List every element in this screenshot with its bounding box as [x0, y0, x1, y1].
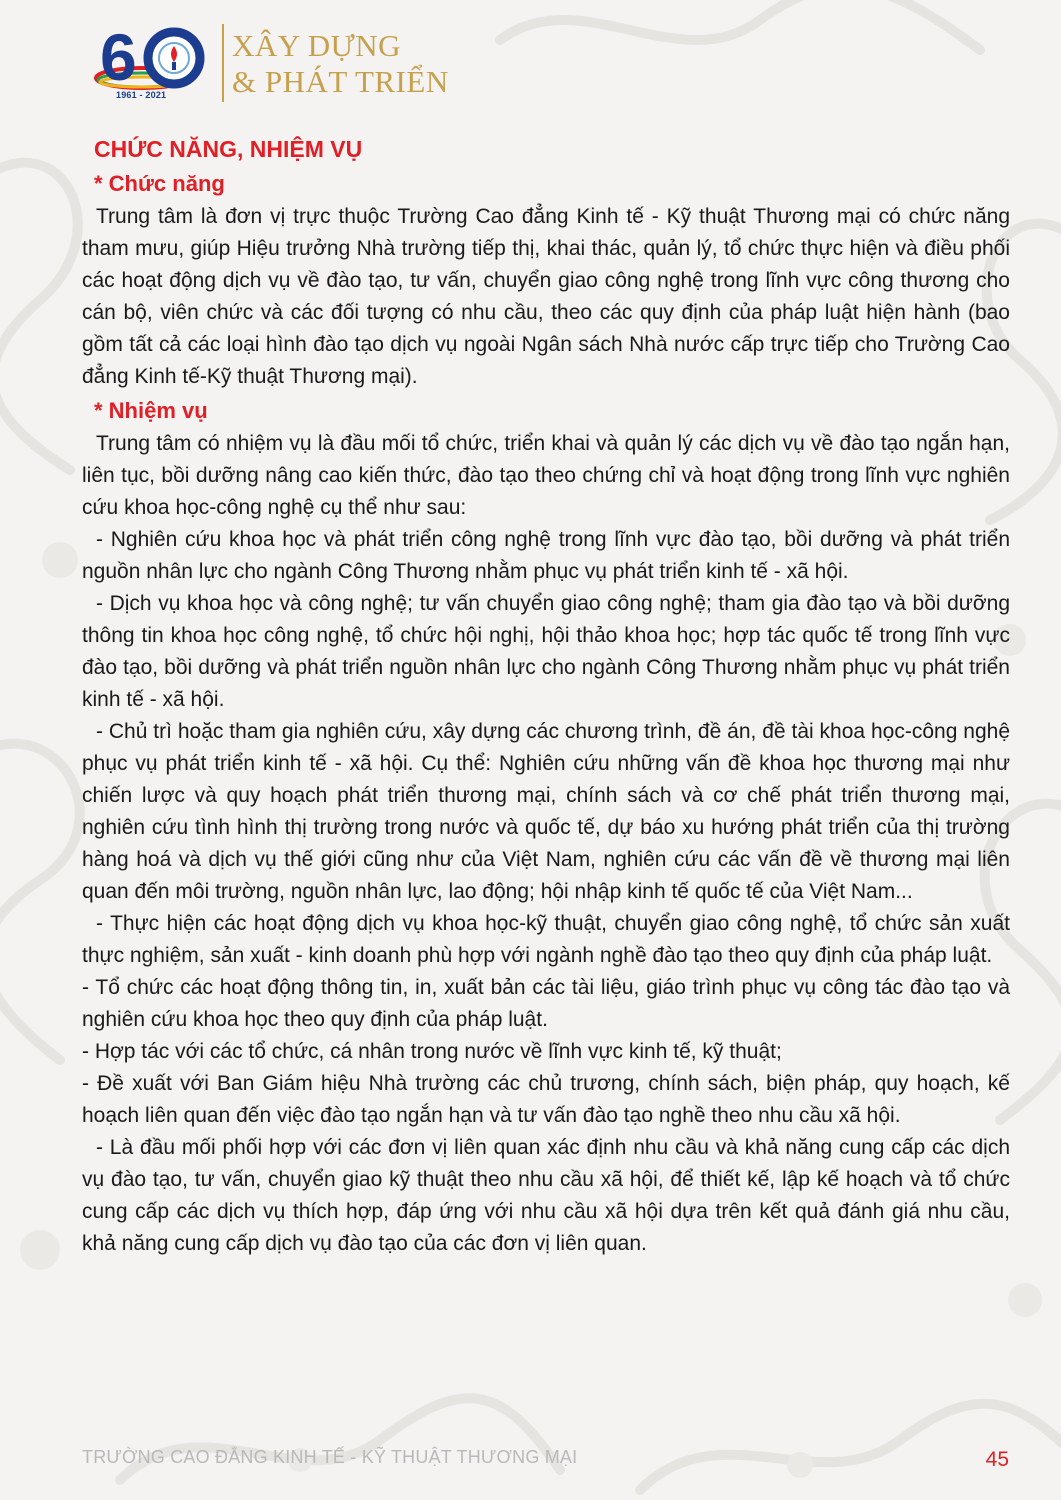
mission-item: - Hợp tác với các tổ chức, cá nhân trong nước về lĩnh vực kinh tế, kỹ thuật;: [82, 1040, 782, 1063]
mission-item: - Dịch vụ khoa học và công nghệ; tư vấn chuyển giao công nghệ; tham gia đào tạo và bồi dưỡng thông tin khoa học công nghệ, tổ chức hội nghị, hội thảo khoa học; hợp tác quốc tế trong lĩnh vực đào tạo, bồi dưỡng và phát triển nguồn nhân lực cho ngành Công Thương nhằm phục vụ phát triển kinh tế - xã hội.: [82, 592, 1010, 711]
function-heading: * Chức năng: [94, 171, 225, 196]
header-title-line-1: XÂY DỰNG: [232, 28, 401, 63]
header-divider: [222, 24, 224, 102]
section-title: CHỨC NĂNG, NHIỆM VỤ: [94, 136, 363, 162]
article-body: [82, 133, 1010, 1260]
mission-heading: * Nhiệm vụ: [94, 398, 208, 423]
mission-item: - Tổ chức các hoạt động thông tin, in, xuất bản các tài liệu, giáo trình phục vụ công tác đào tạo và nghiên cứu khoa học theo quy định của pháp luật.: [82, 976, 1010, 1031]
header-title: [232, 28, 449, 100]
mission-item: - Chủ trì hoặc tham gia nghiên cứu, xây dựng các chương trình, đề án, đề tài khoa học-công nghệ phục vụ phát triển kinh tế - xã hội. Cụ thể: Nghiên cứu những vấn đề khoa học thương mại như chiến lược và quy hoạch phát triển thương mại, chính sách và cơ chế phát triển thương mại, nghiên cứu tình hình thị trường trong nước và quốc tế, dự báo xu hướng phát triển của thị trường hàng hoá và dịch vụ thế giới cũng như của Việt Nam, nghiên cứu các vấn đề về thương mại liên quan đến môi trường, nguồn nhân lực, lao động; hội nhập kinh tế quốc tế của Việt Nam...: [82, 720, 1010, 903]
mission-intro: Trung tâm có nhiệm vụ là đầu mối tổ chức, triển khai và quản lý các dịch vụ về đào tạo ngắn hạn, liên tục, bồi dưỡng nâng cao kiến thức, đào tạo theo chứng chỉ và hoạt động trong lĩnh vực nghiên cứu khoa học-công nghệ cụ thể như sau:: [82, 432, 1010, 519]
mission-item: - Đề xuất với Ban Giám hiệu Nhà trường các chủ trương, chính sách, biện pháp, quy hoạch, kế hoạch liên quan đến việc đào tạo ngắn hạn và tư vấn đào tạo nghề theo nhu cầu xã hội.: [82, 1072, 1010, 1127]
mission-item: - Thực hiện các hoạt động dịch vụ khoa học-kỹ thuật, chuyển giao công nghệ, tổ chức sản xuất thực nghiệm, sản xuất - kinh doanh phù hợp với ngành nghề đào tạo theo quy định của pháp luật.: [82, 912, 1010, 967]
function-paragraph: Trung tâm là đơn vị trực thuộc Trường Cao đẳng Kinh tế - Kỹ thuật Thương mại có chức năng tham mưu, giúp Hiệu trưởng Nhà trường tiếp thị, khai thác, quản lý, tổ chức thực hiện và điều phối các hoạt động dịch vụ về đào tạo, tư vấn, chuyển giao công nghệ trong lĩnh vực công thương cho cán bộ, viên chức và các đối tượng có nhu cầu, theo các quy định của pháp luật hiện hành (bao gồm tất cả các loại hình đào tạo dịch vụ ngoài Ngân sách Nhà nước cấp trực tiếp cho Trường Cao đẳng Kinh tế-Kỹ thuật Thương mại).: [82, 205, 1010, 388]
header-title-line-2: & PHÁT TRIỂN: [232, 64, 449, 99]
logo-years: 1961 - 2021: [116, 90, 167, 100]
svg-text:6: 6: [100, 20, 137, 94]
mission-item: - Nghiên cứu khoa học và phát triển công nghệ trong lĩnh vực đào tạo, bồi dưỡng và phát triển nguồn nhân lực cho ngành Công Thương nhằm phục vụ phát triển kinh tế - xã hội.: [82, 528, 1010, 583]
footer-school-name: TRƯỜNG CAO ĐẲNG KINH TẾ - KỸ THUẬT THƯƠNG MẠI: [82, 1447, 578, 1467]
page-number: 45: [985, 1448, 1009, 1471]
mission-item: - Là đầu mối phối hợp với các đơn vị liên quan xác định nhu cầu và khả năng cung cấp các dịch vụ đào tạo, tư vấn, chuyển giao kỹ thuật theo nhu cầu xã hội, để thiết kế, lập kế hoạch và tổ chức cung cấp các dịch vụ thích hợp, đáp ứng với nhu cầu xã hội dựa trên kết quả đánh giá nhu cầu, khả năng cung cấp dịch vụ đào tạo của các đơn vị liên quan.: [82, 1136, 1010, 1255]
page-header: [92, 18, 512, 108]
